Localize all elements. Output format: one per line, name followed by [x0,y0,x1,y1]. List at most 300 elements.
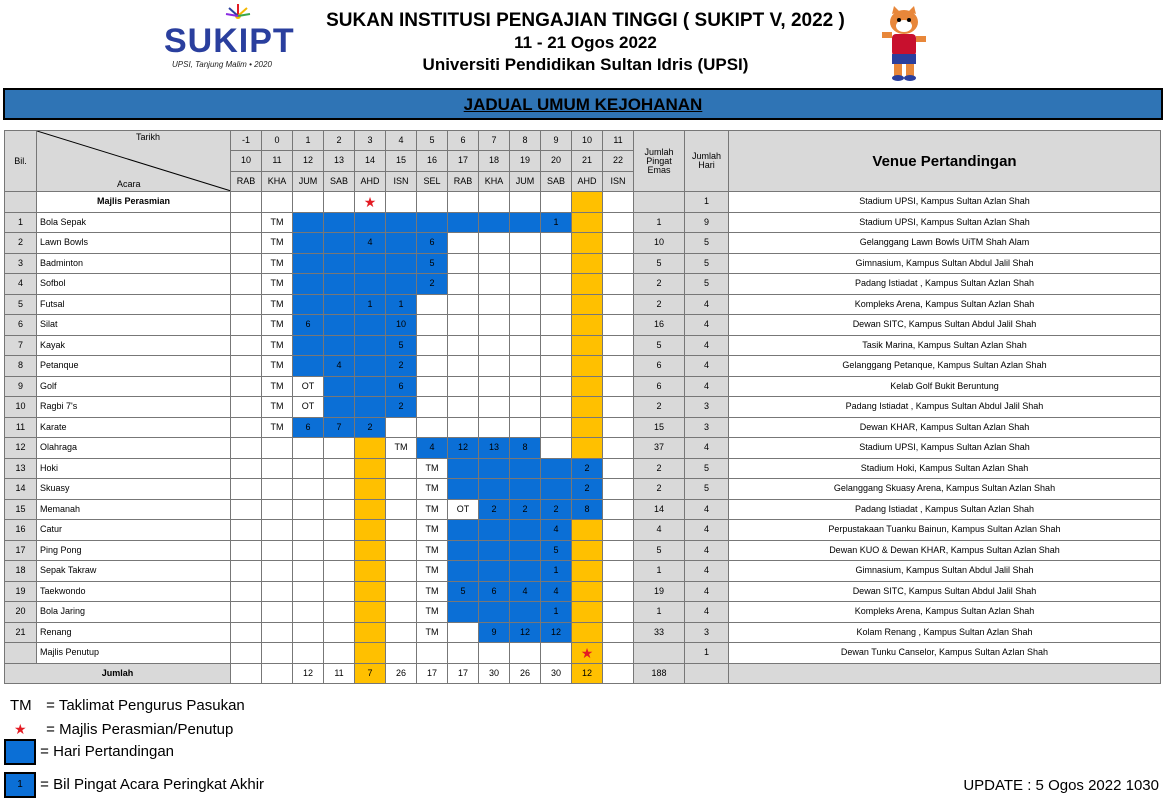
pingat-cell: 10 [634,233,685,254]
schedule-cell [479,458,510,479]
pingat-cell: 2 [634,397,685,418]
schedule-cell [448,335,479,356]
pingat-cell: 2 [634,274,685,295]
venue-cell: Stadium Hoki, Kampus Sultan Azlan Shah [729,458,1161,479]
venue-cell: Dewan KUO & Dewan KHAR, Kampus Sultan Azlan Shah [729,540,1161,561]
schedule-cell [355,520,386,541]
schedule-cell [324,274,355,295]
bil-cell: 14 [5,479,37,500]
schedule-cell [231,253,262,274]
schedule-cell: 2 [386,356,417,377]
event-name: Sofbol [37,274,231,295]
schedule-cell [355,253,386,274]
day-offset: 6 [448,131,479,151]
event-name: Taekwondo [37,581,231,602]
schedule-cell [448,294,479,315]
legend-bil-text: Bil Pingat Acara Peringkat Akhir [53,775,265,793]
table-row [5,643,1161,664]
event-name: Silat [37,315,231,336]
schedule-cell [231,520,262,541]
table-row [5,417,1161,438]
schedule-cell [510,233,541,254]
star-icon: ★ [14,721,27,737]
schedule-cell [417,335,448,356]
event-name: Ragbi 7's [37,397,231,418]
venue-cell: Kelab Golf Bukit Beruntung [729,376,1161,397]
schedule-cell: TM [417,561,448,582]
weekday-cell: KHA [479,171,510,191]
hari-cell: 3 [685,417,729,438]
event-name: Ping Pong [37,540,231,561]
legend-tm-text: Taklimat Pengurus Pasukan [58,697,245,714]
schedule-cell [231,540,262,561]
schedule-cell: 4 [324,356,355,377]
schedule-cell [262,622,293,643]
legend-star [4,721,233,738]
schedule-cell [355,376,386,397]
totals-row [5,663,1161,684]
hari-cell: 4 [685,540,729,561]
schedule-cell [231,561,262,582]
schedule-cell [572,376,603,397]
legend-eq: = [40,742,49,760]
weekday-cell: SAB [324,171,355,191]
schedule-cell [262,581,293,602]
total-cell: 12 [572,663,603,684]
schedule-cell [386,499,417,520]
schedule-cell [572,294,603,315]
schedule-cell [510,274,541,295]
weekday-cell: SAB [541,171,572,191]
event-name: Petanque [37,356,231,377]
schedule-cell: 1 [541,212,572,233]
date-cell: 18 [479,151,510,171]
schedule-cell: TM [417,602,448,623]
schedule-cell [572,274,603,295]
schedule-cell [603,581,634,602]
bil-cell: 2 [5,233,37,254]
schedule-cell [603,274,634,295]
schedule-cell [293,458,324,479]
event-name: Catur [37,520,231,541]
event-name: Hoki [37,458,231,479]
bil-cell: 18 [5,561,37,582]
day-offset: 3 [355,131,386,151]
schedule-cell [603,438,634,459]
schedule-cell [231,397,262,418]
schedule-cell [541,397,572,418]
schedule-cell [510,458,541,479]
schedule-cell [386,622,417,643]
schedule-cell: TM [262,233,293,254]
schedule-cell [479,294,510,315]
schedule-cell: 2 [386,397,417,418]
schedule-cell: 1 [355,294,386,315]
hari-cell: 4 [685,356,729,377]
weekday-cell: JUM [293,171,324,191]
schedule-cell [355,499,386,520]
schedule-cell: TM [262,274,293,295]
bil-cell: 21 [5,622,37,643]
bil-cell: 10 [5,397,37,418]
page-header [0,0,1171,86]
schedule-cell [510,212,541,233]
schedule-cell [603,212,634,233]
schedule-cell [603,192,634,213]
schedule-cell [448,253,479,274]
schedule-cell [603,417,634,438]
total-cell: 11 [324,663,355,684]
schedule-cell [355,622,386,643]
table-row [5,212,1161,233]
hari-cell: 4 [685,602,729,623]
weekday-cell: JUM [510,171,541,191]
bil-cell: 15 [5,499,37,520]
bil-cell [5,643,37,664]
hari-header [685,131,729,192]
schedule-cell: TM [417,540,448,561]
total-label: Jumlah [5,663,231,684]
schedule-cell [231,479,262,500]
date-cell: 10 [231,151,262,171]
venue-cell: Perpustakaan Tuanku Bainun, Kampus Sultan Azlan Shah [729,520,1161,541]
total-hari [685,663,729,684]
schedule-cell [479,192,510,213]
schedule-cell [603,233,634,254]
pingat-label-3: Emas [647,164,671,175]
legend-bil [4,772,264,798]
schedule-cell [541,335,572,356]
schedule-cell: TM [262,212,293,233]
schedule-cell [448,397,479,418]
pingat-cell: 4 [634,520,685,541]
legend-blue-box [4,739,36,765]
total-cell: 12 [293,663,324,684]
schedule-cell [448,561,479,582]
schedule-cell: 4 [541,520,572,541]
logo-word: SUKIPT [164,22,295,60]
schedule-cell [324,335,355,356]
bil-cell: 8 [5,356,37,377]
hari-cell: 5 [685,233,729,254]
schedule-cell [293,479,324,500]
schedule-cell: 12 [448,438,479,459]
schedule-cell [541,643,572,664]
logo-tagline: UPSI, Tanjung Malim • 2020 [172,60,272,69]
schedule-cell [510,561,541,582]
schedule-cell [541,315,572,336]
schedule-cell: TM [262,397,293,418]
schedule-cell [293,561,324,582]
schedule-cell [417,192,448,213]
date-cell: 19 [510,151,541,171]
schedule-cell: TM [262,417,293,438]
schedule-cell [510,643,541,664]
event-name: Olahraga [37,438,231,459]
schedule-cell [541,233,572,254]
schedule-cell: 6 [386,376,417,397]
schedule-cell [510,315,541,336]
pingat-cell: 5 [634,335,685,356]
schedule-cell [448,479,479,500]
schedule-cell [572,417,603,438]
schedule-cell [355,335,386,356]
pingat-cell: 2 [634,479,685,500]
venue-cell: Dewan KHAR, Kampus Sultan Azlan Shah [729,417,1161,438]
schedule-cell [386,253,417,274]
venue-cell: Padang Istiadat , Kampus Sultan Abdul Jalil Shah [729,397,1161,418]
schedule-cell [324,233,355,254]
schedule-cell [355,602,386,623]
schedule-cell [479,315,510,336]
schedule-cell [603,622,634,643]
schedule-cell [262,602,293,623]
schedule-cell: 13 [479,438,510,459]
venue-cell: Stadium UPSI, Kampus Sultan Azlan Shah [729,438,1161,459]
schedule-cell [448,233,479,254]
schedule-cell: 6 [417,233,448,254]
legend-eq: = [46,721,55,738]
schedule-cell [324,581,355,602]
schedule-cell [231,458,262,479]
schedule-cell [448,212,479,233]
schedule-cell [293,274,324,295]
schedule-cell [355,315,386,336]
schedule-cell [448,622,479,643]
schedule-cell [262,479,293,500]
day-offset: 2 [324,131,355,151]
schedule-cell [572,335,603,356]
bil-cell: 16 [5,520,37,541]
legend-hari [4,739,174,765]
schedule-cell [510,192,541,213]
schedule-cell [541,356,572,377]
table-row [5,438,1161,459]
schedule-cell [603,335,634,356]
schedule-cell [448,192,479,213]
total-venue [729,663,1161,684]
schedule-cell [479,643,510,664]
banner-title: JADUAL UMUM KEJOHANAN [463,95,703,114]
table-row [5,192,1161,213]
schedule-cell [541,479,572,500]
schedule-cell [324,520,355,541]
table-row [5,581,1161,602]
page-title: SUKAN INSTITUSI PENGAJIAN TINGGI ( SUKIPT V, 2022 ) [326,10,845,31]
schedule-cell [293,192,324,213]
schedule-cell: 4 [355,233,386,254]
schedule-cell [417,376,448,397]
day-offset: 5 [417,131,448,151]
schedule-cell: TM [417,458,448,479]
schedule-cell [324,192,355,213]
legend-eq: = [40,775,49,793]
schedule-cell [386,602,417,623]
schedule-cell [603,520,634,541]
schedule-cell [603,540,634,561]
venue-cell: Kompleks Arena, Kampus Sultan Azlan Shah [729,294,1161,315]
schedule-cell [262,192,293,213]
schedule-cell [510,520,541,541]
total-cell [231,663,262,684]
total-cell: 26 [510,663,541,684]
schedule-cell [479,233,510,254]
schedule-cell [572,315,603,336]
pingat-header [634,131,685,192]
schedule-cell [231,356,262,377]
schedule-cell [262,561,293,582]
schedule-cell: 2 [572,479,603,500]
schedule-cell [324,438,355,459]
schedule-cell [572,520,603,541]
mascot-icon [874,6,934,82]
schedule-cell [479,479,510,500]
schedule-cell [293,253,324,274]
total-cell [262,663,293,684]
schedule-cell [324,376,355,397]
schedule-cell [231,212,262,233]
bil-cell: 1 [5,212,37,233]
schedule-cell [448,458,479,479]
schedule-cell [572,643,603,664]
schedule-cell: 1 [386,294,417,315]
schedule-cell [355,192,386,213]
pingat-cell: 16 [634,315,685,336]
schedule-cell [293,356,324,377]
schedule-cell [324,643,355,664]
schedule-cell [541,294,572,315]
weekday-cell: ISN [386,171,417,191]
schedule-cell [386,274,417,295]
schedule-cell [293,212,324,233]
schedule-cell [572,438,603,459]
tarikh-acara-header [37,131,231,192]
table-row [5,253,1161,274]
hari-cell: 4 [685,315,729,336]
university-name: Universiti Pendidikan Sultan Idris (UPSI) [422,55,749,74]
schedule-cell [510,397,541,418]
schedule-cell [510,417,541,438]
schedule-cell [355,212,386,233]
schedule-cell [386,192,417,213]
total-cell: 26 [386,663,417,684]
event-name: Badminton [37,253,231,274]
schedule-cell: 6 [293,417,324,438]
hari-label-1: Jumlah [691,151,721,161]
schedule-cell: 4 [510,581,541,602]
schedule-cell [262,458,293,479]
schedule-cell [324,253,355,274]
schedule-cell [386,417,417,438]
pingat-cell: 2 [634,294,685,315]
star-icon: ★ [580,644,594,661]
schedule-cell [603,356,634,377]
schedule-cell [386,212,417,233]
schedule-cell [510,479,541,500]
schedule-cell: 12 [510,622,541,643]
schedule-cell: TM [262,294,293,315]
update-stamp: UPDATE : 5 Ogos 2022 1030 [963,777,1159,794]
day-offset: 11 [603,131,634,151]
schedule-table [4,130,1161,684]
schedule-banner [3,88,1163,120]
schedule-cell: 4 [417,438,448,459]
bil-cell [5,192,37,213]
schedule-cell [355,356,386,377]
schedule-cell [386,458,417,479]
schedule-cell [231,315,262,336]
event-name: Bola Jaring [37,602,231,623]
pingat-cell: 14 [634,499,685,520]
schedule-cell: TM [417,499,448,520]
pingat-cell: 37 [634,438,685,459]
schedule-cell [324,479,355,500]
pingat-cell: 1 [634,212,685,233]
schedule-cell [572,561,603,582]
schedule-cell [386,540,417,561]
schedule-cell [479,376,510,397]
hari-cell: 1 [685,643,729,664]
schedule-cell [572,622,603,643]
venue-cell: Gimnasium, Kampus Sultan Abdul Jalil Shah [729,253,1161,274]
pingat-cell: 15 [634,417,685,438]
schedule-cell [448,602,479,623]
schedule-cell: TM [262,335,293,356]
table-row [5,335,1161,356]
schedule-cell: TM [417,479,448,500]
schedule-cell: TM [417,520,448,541]
schedule-cell: 2 [541,499,572,520]
schedule-cell [448,643,479,664]
schedule-cell [293,581,324,602]
pingat-cell [634,192,685,213]
bil-cell: 12 [5,438,37,459]
event-name: Golf [37,376,231,397]
date-cell: 15 [386,151,417,171]
legend-tm-key: TM [10,697,32,714]
total-cell: 30 [541,663,572,684]
schedule-cell [293,294,324,315]
schedule-cell [510,602,541,623]
schedule-cell [386,233,417,254]
weekday-cell: AHD [355,171,386,191]
table-row [5,499,1161,520]
table-row [5,622,1161,643]
schedule-cell [417,294,448,315]
pingat-cell: 19 [634,581,685,602]
hari-cell: 4 [685,294,729,315]
event-name: Karate [37,417,231,438]
schedule-cell: 7 [324,417,355,438]
legend-tm [4,697,245,714]
bil-cell: 7 [5,335,37,356]
schedule-cell [448,540,479,561]
schedule-cell [355,274,386,295]
table-row [5,540,1161,561]
hari-cell: 9 [685,212,729,233]
schedule-cell [386,479,417,500]
schedule-cell [293,499,324,520]
schedule-cell: 5 [541,540,572,561]
hari-cell: 4 [685,335,729,356]
schedule-cell [262,438,293,459]
schedule-cell [510,294,541,315]
bil-cell: 11 [5,417,37,438]
venue-cell: Stadium UPSI, Kampus Sultan Azlan Shah [729,212,1161,233]
legend-star-text: Majlis Perasmian/Penutup [59,721,234,738]
schedule-cell [324,212,355,233]
weekday-cell: RAB [448,171,479,191]
